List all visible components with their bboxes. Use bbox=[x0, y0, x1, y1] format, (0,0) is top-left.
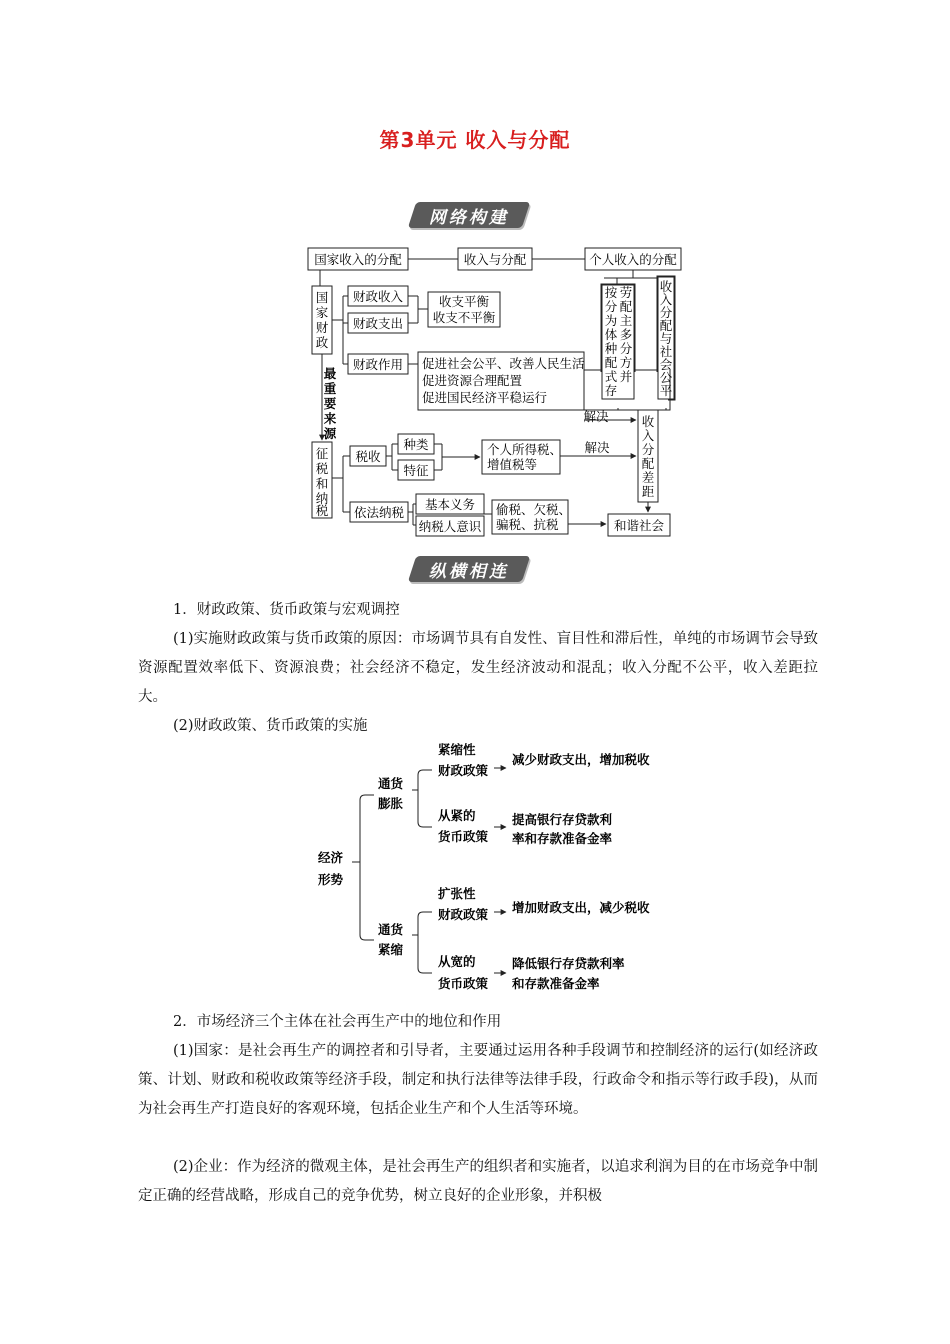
svg-text:货币政策: 货币政策 bbox=[438, 829, 489, 844]
svg-text:多: 多 bbox=[619, 327, 633, 342]
label-solve-1: 解决 bbox=[583, 409, 609, 424]
svg-text:征: 征 bbox=[315, 446, 329, 461]
svg-text:体: 体 bbox=[604, 327, 618, 342]
svg-text:距: 距 bbox=[641, 484, 655, 499]
svg-text:促进社会公平、改善人民生活: 促进社会公平、改善人民生活 bbox=[422, 356, 585, 371]
svg-text:来: 来 bbox=[323, 411, 337, 426]
svg-text:收: 收 bbox=[641, 414, 655, 429]
node-role-lines bbox=[422, 356, 585, 405]
node-taxation bbox=[316, 446, 329, 518]
svg-text:税: 税 bbox=[315, 461, 329, 476]
svg-text:家: 家 bbox=[315, 305, 329, 320]
svg-text:配: 配 bbox=[659, 318, 673, 333]
section-banner-network: 网络构建 bbox=[408, 202, 530, 228]
svg-text:紧缩: 紧缩 bbox=[378, 942, 404, 957]
svg-text:纳: 纳 bbox=[315, 491, 329, 506]
svg-text:配: 配 bbox=[641, 456, 655, 471]
node-tax-types: 个人所得税、 bbox=[487, 442, 563, 457]
label-solve-2: 解决 bbox=[584, 440, 610, 455]
node-fiscal-expense: 财政支出 bbox=[352, 316, 404, 331]
svg-text:配: 配 bbox=[619, 299, 633, 314]
tree-tight-fiscal-action: 减少财政支出，增加税收 bbox=[512, 752, 650, 767]
section2-p2: (2)企业：作为经济的微观主体，是社会再生产的组织者和实施者，以追求利润为目的在市场竞争中制定正确的经营战略，形成自己的竞争优势，树立良好的企业形象，并积极 bbox=[138, 1159, 818, 1204]
svg-text:膨胀: 膨胀 bbox=[378, 796, 404, 811]
tree-root: 经济 bbox=[318, 850, 344, 865]
section-banner-links: 纵横相连 bbox=[408, 556, 530, 582]
node-harmony: 和谐社会 bbox=[613, 518, 665, 533]
svg-text:差: 差 bbox=[641, 470, 655, 485]
node-evasion-2: 骗税、抗税 bbox=[496, 517, 559, 532]
svg-text:分: 分 bbox=[641, 442, 655, 457]
node-evasion: 偷税、欠税、 bbox=[496, 502, 572, 517]
node-kind: 种类 bbox=[403, 437, 429, 452]
node-balance: 收支平衡 bbox=[438, 294, 490, 309]
svg-text:形势: 形势 bbox=[318, 872, 344, 887]
node-income-gap bbox=[642, 414, 655, 499]
tree-exp-fiscal: 扩张性 bbox=[438, 886, 476, 901]
svg-text:公: 公 bbox=[659, 370, 673, 385]
svg-text:重: 重 bbox=[323, 381, 337, 396]
tree-exp-fiscal-action: 增加财政支出，减少税收 bbox=[512, 900, 650, 915]
tree-tight-monetary-action: 提高银行存贷款利 bbox=[512, 812, 613, 827]
section1-p1: (1)实施财政政策与货币政策的原因：市场调节具有自发性、盲目性和滞后性，单纯的市场调节会导致资源配置效率低下、资源浪费；社会经济不稳定，发生经济波动和混乱；收入分配不公平，收入差距拉大。 bbox=[138, 631, 818, 705]
node-taxpayer-awareness: 纳税人意识 bbox=[418, 519, 482, 534]
svg-text:主: 主 bbox=[619, 313, 633, 328]
svg-text:分: 分 bbox=[659, 305, 673, 320]
section1-heading: 1．财政政策、货币政策与宏观调控 bbox=[173, 602, 400, 618]
svg-text:为: 为 bbox=[604, 313, 618, 328]
node-tax-types-2: 增值税等 bbox=[487, 457, 538, 472]
node-imbalance: 收支不平衡 bbox=[432, 310, 496, 325]
svg-text:和存款准备金率: 和存款准备金率 bbox=[512, 976, 600, 991]
node-national: 国家收入的分配 bbox=[314, 252, 402, 267]
svg-text:分: 分 bbox=[619, 341, 633, 356]
page-title: 第3单元 收入与分配 bbox=[379, 128, 571, 152]
svg-text:源: 源 bbox=[323, 426, 337, 441]
node-fiscal-role: 财政作用 bbox=[352, 357, 404, 372]
tree-loose-monetary: 从宽的 bbox=[438, 954, 476, 969]
svg-text:入: 入 bbox=[641, 428, 655, 443]
svg-text:最: 最 bbox=[323, 366, 337, 381]
section1-p2: (2)财政政策、货币政策的实施 bbox=[173, 718, 368, 734]
node-basic-duty: 基本义务 bbox=[424, 497, 476, 512]
section2-p1: (1)国家：是社会再生产的调控者和引导者，主要通过运用各种手段调节和控制经济的运行(如经济政策、计划、财政和税收政策等经济手段，制定和执行法律等法律手段，行政命令和指示等行政手段)，从而为社会再生产打造良好的客观环境，包括企业生产和个人生活等环境。 bbox=[138, 1043, 818, 1117]
svg-text:财政政策: 财政政策 bbox=[438, 907, 489, 922]
svg-text:促进资源合理配置: 促进资源合理配置 bbox=[422, 373, 523, 388]
svg-text:存: 存 bbox=[604, 383, 618, 398]
node-center: 收入与分配 bbox=[463, 252, 527, 267]
svg-text:并: 并 bbox=[619, 369, 633, 384]
svg-text:劳: 劳 bbox=[619, 285, 633, 300]
node-feature: 特征 bbox=[403, 463, 429, 478]
svg-text:会: 会 bbox=[659, 357, 673, 372]
svg-text:国: 国 bbox=[315, 290, 329, 305]
tree-tight-fiscal: 紧缩性 bbox=[438, 742, 476, 757]
tree-loose-monetary-action: 降低银行存贷款利率 bbox=[512, 956, 625, 971]
section2-heading: 2．市场经济三个主体在社会再生产中的地位和作用 bbox=[173, 1014, 502, 1030]
svg-text:促进国民经济平稳运行: 促进国民经济平稳运行 bbox=[422, 390, 548, 405]
svg-text:分: 分 bbox=[604, 299, 618, 314]
svg-text:货币政策: 货币政策 bbox=[438, 976, 489, 991]
svg-text:平: 平 bbox=[659, 383, 673, 398]
node-fairness bbox=[660, 279, 673, 398]
svg-text:式: 式 bbox=[604, 369, 618, 384]
node-law-tax: 依法纳税 bbox=[353, 505, 405, 520]
svg-text:方: 方 bbox=[619, 355, 633, 370]
svg-text:与: 与 bbox=[659, 331, 673, 346]
tree-inflation: 通货 bbox=[378, 776, 404, 791]
svg-text:财政政策: 财政政策 bbox=[438, 763, 489, 778]
svg-text:财: 财 bbox=[315, 320, 329, 335]
svg-text:率和存款准备金率: 率和存款准备金率 bbox=[512, 831, 613, 846]
svg-text:按: 按 bbox=[604, 285, 618, 300]
node-fiscal-income: 财政收入 bbox=[352, 289, 404, 304]
svg-text:收: 收 bbox=[659, 279, 673, 294]
label-main-source bbox=[324, 366, 337, 441]
tree-deflation: 通货 bbox=[378, 922, 404, 937]
node-personal: 个人收入的分配 bbox=[589, 252, 677, 267]
svg-text:和: 和 bbox=[315, 476, 329, 491]
svg-text:配: 配 bbox=[604, 355, 618, 370]
svg-text:社: 社 bbox=[659, 344, 673, 359]
node-fiscal bbox=[316, 290, 329, 350]
node-tax: 税收 bbox=[355, 449, 381, 464]
svg-text:入: 入 bbox=[659, 292, 673, 307]
svg-text:税: 税 bbox=[315, 503, 329, 518]
tree-tight-monetary: 从紧的 bbox=[438, 808, 476, 823]
svg-text:政: 政 bbox=[315, 335, 329, 350]
svg-text:要: 要 bbox=[323, 396, 337, 411]
svg-text:种: 种 bbox=[604, 341, 618, 356]
